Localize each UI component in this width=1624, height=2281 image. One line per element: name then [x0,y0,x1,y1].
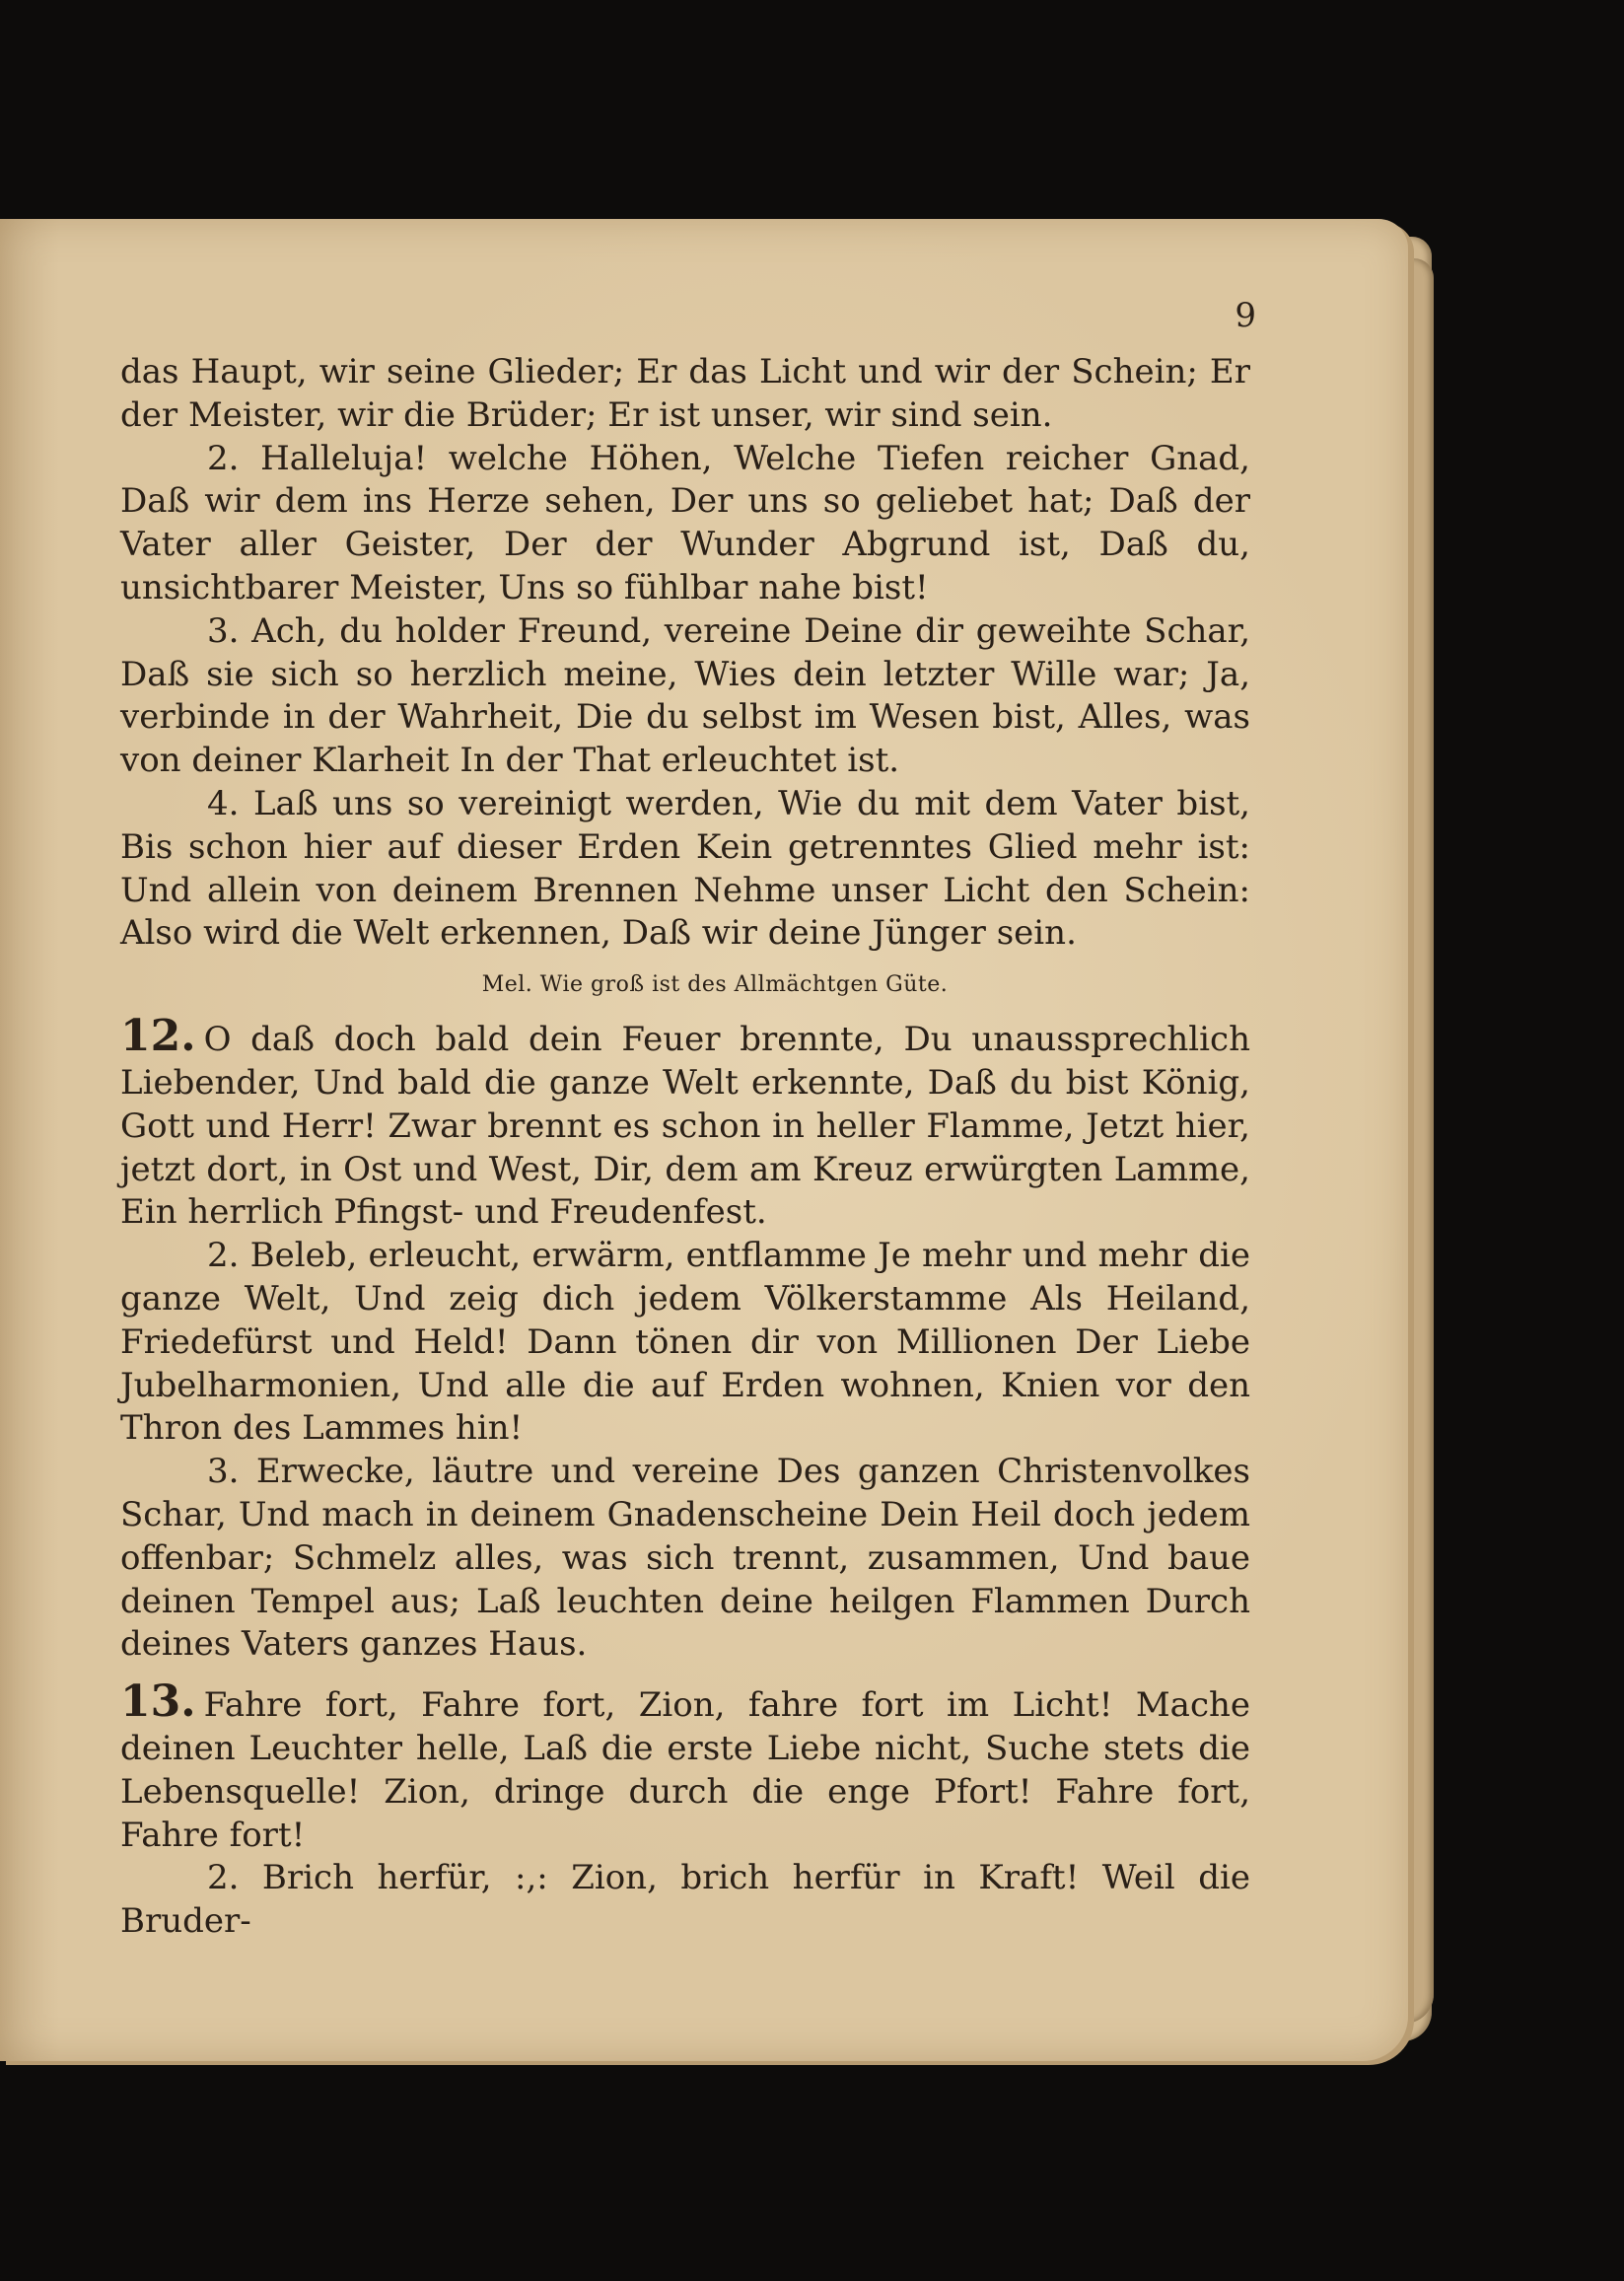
page-number: 9 [1235,296,1256,335]
verse-3: 3. Ach, du holder Freund, vereine Deine dir geweihte Schar, Daß sie sich so herzlich meine, Wies dein letzter Wille war; Ja, verbinde in der Wahrheit, Die du selbst im Wesen bist, Alles, was von deiner Klarheit In der That erleuchtet ist. [120,610,1250,781]
verse-2: 2. Halleluja! welche Höhen, Welche Tiefen reicher Gnad, Daß wir dem ins Herze sehen, Der uns so geliebet hat; Daß der Vater aller Geister, Der der Wunder Abgrund ist, Daß du, unsichtbarer Meister, Uns so fühlbar nahe bist! [120,438,1250,607]
hymn-13-number: 13. [120,1676,196,1728]
hymn-13-verse-1-text: Fahre fort, Fahre fort, Zion, fahre fort im Licht! Mache deinen Leuchter helle, Laß die erste Liebe nicht, Suche stets die Lebensquelle! Zion, dringe durch die enge Pfort! Fahre fort, Fahre fort! [120,1685,1250,1855]
verse-continuation: das Haupt, wir seine Glieder; Er das Licht und wir der Schein; Er der Meister, wir die Brüder; Er ist unser, wir sind sein. [120,352,1250,435]
hymn-13-verse-1 [120,1676,1250,1857]
verse-4: 4. Laß uns so vereinigt werden, Wie du mit dem Vater bist, Bis schon hier auf dieser Erden Kein getrenntes Glied mehr ist: Und allein von deinem Brennen Nehme unser Licht den Schein: Also wird die Welt erkennen, Daß wir deine Jünger sein. [120,783,1250,954]
melody-note: Mel. Wie groß ist des Allmächtgen Güte. [481,972,949,998]
hymn-12-verse-1-text: O daß doch bald dein Feuer brennte, Du unaussprechlich Liebender, Und bald die ganze Welt erkennte, Daß du bist König, Gott und Herr! Zwar brennt es schon in heller Flamme, Jetzt hier, jetzt dort, in Ost und West, Dir, dem am Kreuz erwürgten Lamme, Ein herrlich Pfingst- und Freudenfest. [120,1020,1250,1233]
hymn-13-verse-2: 2. Brich herfür, :,: Zion, brich herfür in Kraft! Weil die Bruder- [120,1858,1250,1942]
hymn-12-number: 12. [120,1011,196,1062]
hymn-text [120,351,1250,1944]
hymn-12-verse-3: 3. Erwecke, läutre und vereine Des ganzen Christenvolkes Schar, Und mach in deinem Gnadenscheine Dein Heil doch jedem offenbar; Schmelz alles, was sich trennt, zusammen, Und baue deinen Tempel aus; Laß leuchten deine heilgen Flammen Durch deines Vaters ganzes Haus. [120,1452,1250,1665]
hymn-12-verse-2: 2. Beleb, erleucht, erwärm, entflamme Je mehr und mehr die ganze Welt, Und zeig dich jedem Völkerstamme Als Heiland, Friedefürst und Held! Dann tönen dir von Millionen Der Liebe Jubelharmonien, Und alle die auf Erden wohnen, Knien vor den Thron des Lammes hin! [120,1236,1250,1449]
hymn-12-verse-1 [120,1011,1250,1235]
